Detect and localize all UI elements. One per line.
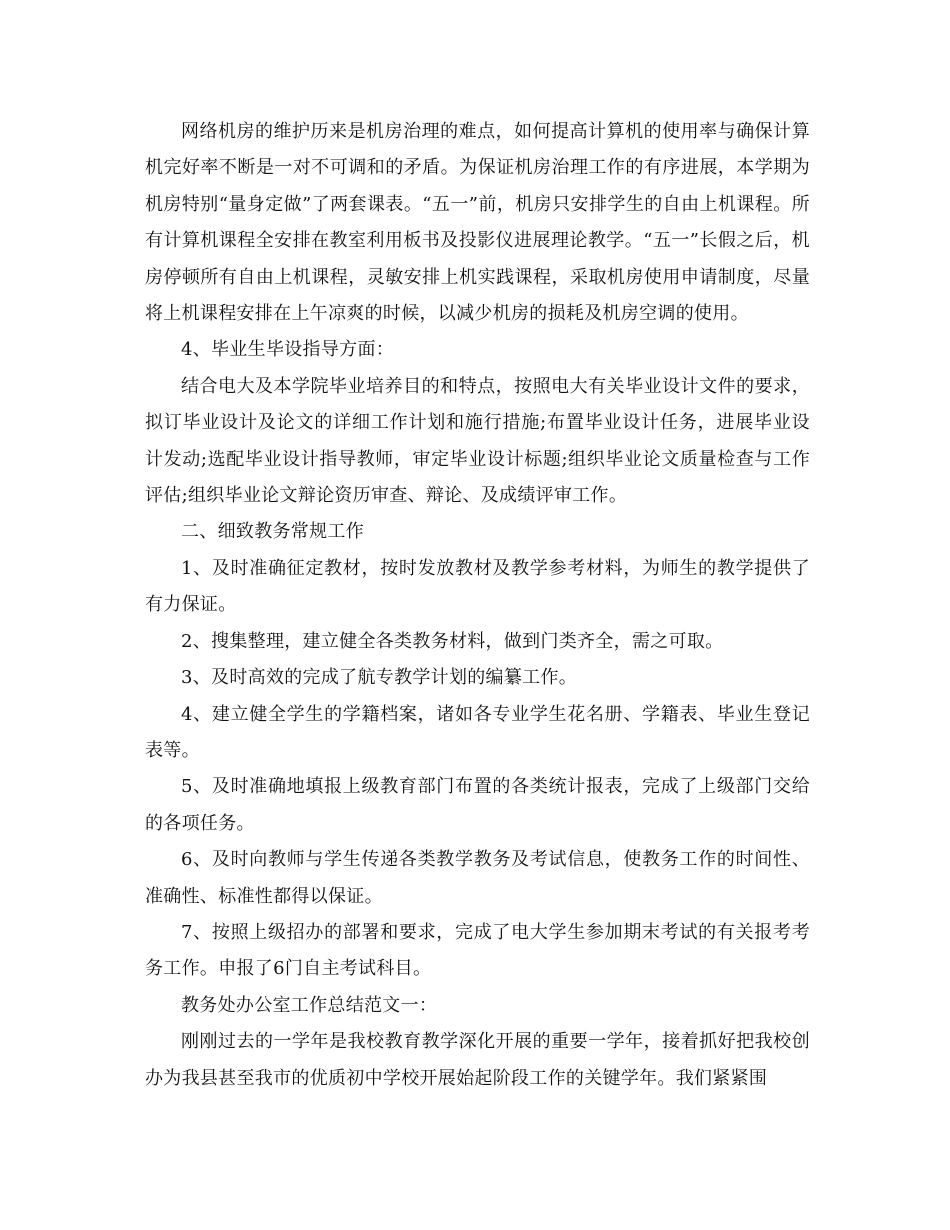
paragraph-school-year: 刚刚过去的一学年是我校教育教学深化开展的重要一学年，接着抓好把我校创办为我县甚至我市的优质初中学校开展始起阶段工作的关键学年。我们紧紧围 <box>145 1031 810 1089</box>
heading-routine-work: 二、细致教务常规工作 <box>181 521 364 543</box>
document-body <box>145 114 810 1097</box>
list-item-teaching-plan: 3、及时高效的完成了航专教学计划的编纂工作。 <box>181 667 578 689</box>
list-item-textbooks: 1、及时准确征定教材，按时发放教材及教学参考材料，为师生的教学提供了有力保证。 <box>145 557 810 616</box>
list-item-student-records: 4、建立健全学生的学籍档案，诸如各专业学生花名册、学籍表、毕业生登记表等。 <box>145 703 810 761</box>
heading-sample-summary: 教务处办公室工作总结范文一： <box>181 994 438 1016</box>
paragraph-graduation-design: 结合电大及本学院毕业培养目的和特点，按照电大有关毕业设计文件的要求，拟订毕业设计及论文的详细工作计划和施行措施;布置毕业设计任务，进展毕业设计发动;选配毕业设计指导教师，审定毕业设计标题;组织毕业论文质量检查与工作评估;组织毕业论文辩论资历审查、辩论、及成绩评审工作。 <box>145 375 810 507</box>
list-item-exams: 7、按照上级招办的部署和要求，完成了电大学生参加期末考试的有关报考考务工作。申报了6门自主考试科目。 <box>145 921 810 980</box>
paragraph-machine-room: 网络机房的维护历来是机房治理的难点，如何提高计算机的使用率与确保计算机完好率不断是一对不可调和的矛盾。为保证机房治理工作的有序进展，本学期为机房特别“量身定做”了两套课表。“五一”前，机房只安排学生的自由上机课程。所有计算机课程全安排在教室利用板书及投影仪进展理论教学。“五一”长假之后，机房停顿所有自由上机课程，灵敏安排上机实践课程，采取机房使用申请制度，尽量将上机课程安排在上午凉爽的时候，以减少机房的损耗及机房空调的使用。 <box>145 121 810 325</box>
heading-graduation-guidance: 4、毕业生毕设指导方面： <box>181 339 395 361</box>
list-item-statistics: 5、及时准确地填报上级教育部门布置的各类统计报表，完成了上级部门交给的各项任务。 <box>145 776 810 834</box>
list-item-materials: 2、搜集整理，建立健全各类教务材料，做到门类齐全，需之可取。 <box>181 630 724 652</box>
list-item-information: 6、及时向教师与学生传递各类教学教务及考试信息，使教务工作的时间性、准确性、标准性都得以保证。 <box>145 849 810 907</box>
